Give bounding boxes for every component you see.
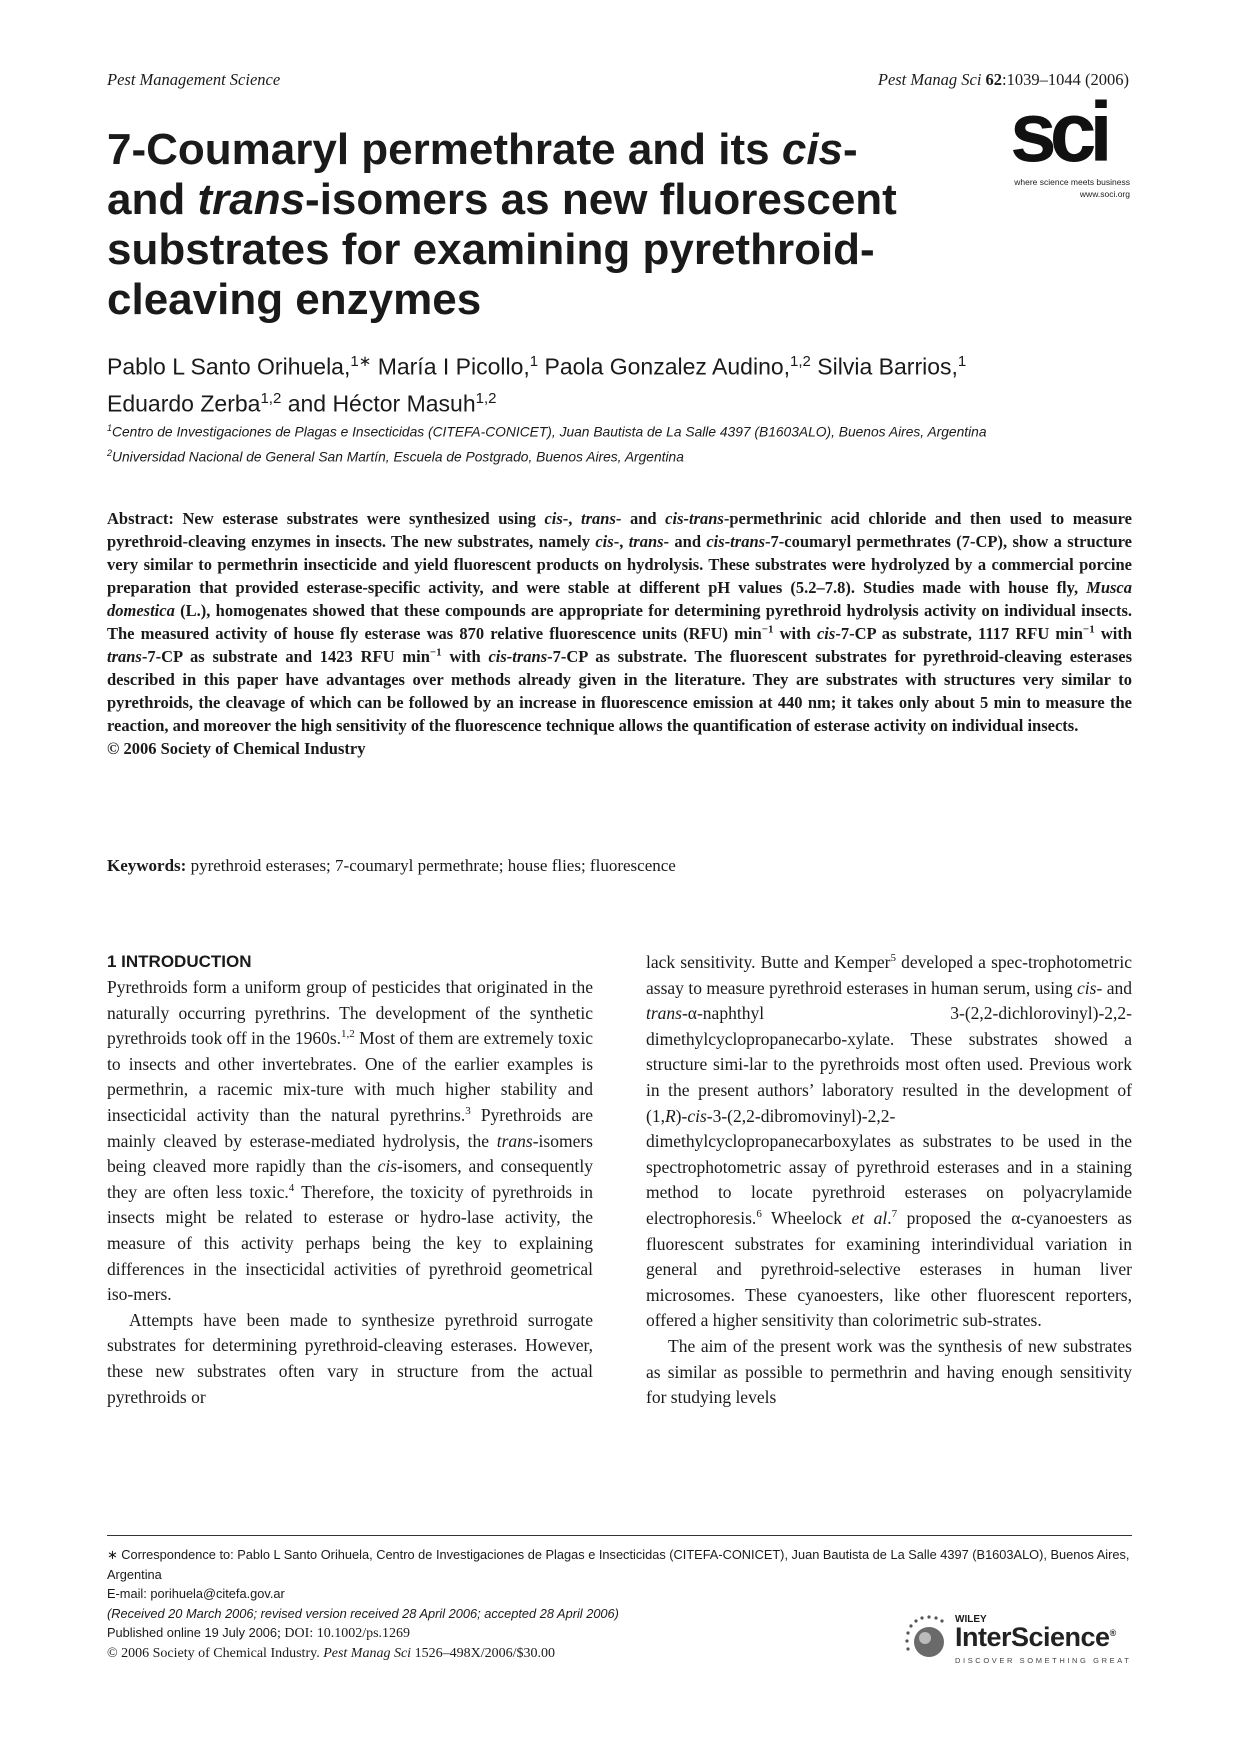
wiley-tagline: DISCOVER SOMETHING GREAT xyxy=(955,1656,1132,1665)
sci-logo xyxy=(1010,85,1140,202)
abstract: Abstract: New esterase substrates were synthesized using cis-, trans- and cis-trans-permethrinic acid chloride and then used to measure pyrethroid-cleaving enzymes in insects. The new substrates, namely cis-, trans- and cis-trans-7-coumaryl permethrates (7-CP), show a structure very similar to permethrin insecticide and yield fluorescent products on hydrolysis. These substrates were hydrolyzed by a commercial porcine preparation that provided esterase-specific activity, and were stable at different pH values (5.2–7.8). Studies made with house fly, Musca domestica (L.), homogenates showed that these compounds are appropriate for determining pyrethroid hydrolysis activity on individual insects. The measured activity of house fly esterase was 870 relative fluorescence units (RFU) $\min^{-1}$ with cis-7-CP as substrate, 1117 RFU $\min^{-1}$ with trans-7-CP as substrate and 1423 RFU $\min^{-1}$ with cis-trans-7-CP as substrate. The fluorescent substrates for pyrethroid-cleaving esterases described in this paper have advantages over methods already given in the literature. They are substrates with structures very similar to pyrethroids, the cleavage of which can be followed by an increase in fluorescence emission at 440 nm; it takes only about 5 min to measure the reaction, and moreover the high sensitivity of the fluorescence technique allows the quantification of esterase activity on individual insects. © 2006 Society of Chemical Industry xyxy=(107,509,1133,758)
interscience-label: InterScience® xyxy=(955,1622,1116,1652)
author: Silvia Barrios, xyxy=(817,353,958,380)
right-column xyxy=(646,950,1132,1411)
author: Eduardo Zerba xyxy=(107,390,261,417)
author: Pablo L Santo Orihuela, xyxy=(107,353,351,380)
author: and Héctor Masuh xyxy=(287,390,476,417)
citation-volume: 62 xyxy=(985,70,1003,89)
email-note: E-mail: porihuela@citefa.gov.ar xyxy=(107,1586,285,1601)
paragraph: Pyrethroids form a uniform group of pesticides that originated in the naturally occurring pyrethrins. The development of the synthetic pyrethroids took off in the 1960s.$^{1,2}$ Most of them are extremely toxic to insects and other invertebrates. One of the earlier examples is permethrin, a racemic mix-ture with much higher stability and insecticidal activity than the natural pyrethrins.$^3$ Pyrethroids are mainly cleaved by esterase-mediated hydrolysis, the trans-isomers being cleaved more rapidly than the cis-isomers, and consequently they are often less toxic.$^4$ Therefore, the toxicity of pyrethroids in insects might be related to esterase or hydro-lase activity, the measure of this activity perhaps being the key to explaining differences in the insecticidal activities of pyrethroid geometrical iso-mers. xyxy=(107,977,593,1305)
author: Paola Gonzalez Audino, xyxy=(544,353,791,380)
wiley-interscience-logo xyxy=(905,1612,1145,1676)
running-journal-name: Pest Management Science xyxy=(107,70,281,89)
correspondence-note: ∗ Correspondence to: Pablo L Santo Orihuela, Centro de Investigaciones de Plagas e Insecticidas (CITEFA-CONICET), Juan Bautista de La Salle 4397 (B1603ALO), Buenos Aires, Argentina xyxy=(107,1547,1130,1582)
sci-logo-wordmark: sci xyxy=(1010,85,1106,179)
paragraph: lack sensitivity. Butte and Kemper$^5$ developed a spec-trophotometric assay to measure pyrethroid esterases in human serum, using cis- and trans-α-naphthyl 3-(2,2-dichlorovinyl)-2,2-dimethylcyclopropanecarbo-xylate. These substrates showed a structure simi-lar to the pyrethroids most often used. Previous work in the present authors’ laboratory resulted in the development of (1,R)-cis-3-(2,2-dibromovinyl)-2,2-dimethylcyclopropanecarboxylates as substrates to be used in the spectrophotometric assay of pyrethroid esterases and in a staining method to locate pyrethroid esterases on polyacrylamide electrophoresis.$^6$ Wheelock et al.$^7$ proposed the α-cyanoesters as fluorescent substrates for examining interindividual variation in general and pyrethroid-selective esterases in human liver microsomes. These cyanoesters, like other fluorescent reporters, offered a higher sensitivity than colorimetric sub-strates. xyxy=(646,952,1132,1331)
section-heading-introduction: 1 INTRODUCTION xyxy=(107,952,252,971)
affiliations xyxy=(107,418,1132,468)
sci-logo-url: www.soci.org xyxy=(1079,189,1130,199)
received-note: (Received 20 March 2006; revised version received 28 April 2006; accepted 28 April 2006) xyxy=(107,1605,619,1621)
keywords: Keywords: pyrethroid esterases; 7-coumaryl permethrate; house flies; fluorescence xyxy=(107,856,676,875)
affiliation-1: $^1$Centro de Investigaciones de Plagas e Insecticidas (CITEFA-CONICET), Juan Bautista de La Salle 4397 (B1603ALO), Buenos Aires, Argentina xyxy=(107,423,987,440)
paragraph: Attempts have been made to synthesize pyrethroid surrogate substrates for determining pyrethroid-cleaving esterases. However, these new substrates often vary in structure from the actual pyrethroids or xyxy=(107,1309,593,1407)
author: María I Picollo, xyxy=(377,353,530,380)
citation-pages: :1039–1044 (2006) xyxy=(1002,70,1129,89)
citation-journal: Pest Manag Sci xyxy=(877,70,982,89)
published-note: Published online 19 July 2006; DOI: 10.1002/ps.1269 xyxy=(107,1625,411,1641)
wiley-label: WILEY xyxy=(955,1614,987,1625)
paragraph: The aim of the present work was the synthesis of new substrates as similar as possible to permethrin and having enough sensitivity for studying levels xyxy=(646,1335,1132,1408)
left-column xyxy=(107,950,593,1410)
author-list: Pablo L Santo Orihuela,$^{1∗}$ María I Picollo,$^1$ Paola Gonzalez Audino,$^{1,2}$ Silvia Barrios,$^1$ Eduardo Zerba$^{1,2}$ and Héctor Masuh$^{1,2}$ xyxy=(107,353,967,417)
article-title: 7-Coumaryl permethrate and its cis- and trans-isomers as new fluorescent substrates for examining pyrethroid- cleaving enzymes xyxy=(107,125,897,324)
affiliation-2: $^2$Universidad Nacional de General San Martín, Escuela de Postgrado, Buenos Aires, Argentina xyxy=(107,448,684,465)
copyright-line: © 2006 Society of Chemical Industry. Pest Manag Sci 1526–498X/2006/$30.00 xyxy=(107,1646,555,1661)
sci-logo-tagline: where science meets business www.soci.org xyxy=(1014,177,1130,199)
globe-icon xyxy=(905,1612,953,1668)
abstract-copyright: © 2006 Society of Chemical Industry xyxy=(107,739,366,758)
footnote-divider xyxy=(107,1535,1132,1536)
